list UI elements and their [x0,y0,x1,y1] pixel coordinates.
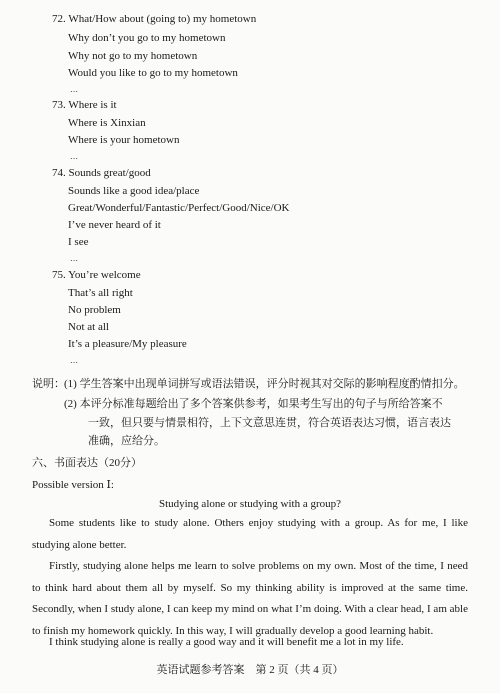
q74-answer-1: Sounds great/good [68,167,151,179]
q75-answer-1: You’re welcome [68,269,141,281]
q74-answer-2: Sounds like a good idea/place [68,185,200,197]
q75-number: 75. [52,269,66,281]
q74-ellipsis: … [70,254,79,263]
q72-answer-1: What/How about (going to) my hometown [68,13,257,25]
q74-answer-4: I’ve never heard of it [68,219,161,231]
note-2-line-3: 准确，应给分。 [88,435,165,447]
q73-line-1 [52,98,117,112]
q72-answer-4: Would you like to go to my hometown [68,67,238,79]
q75-answer-4: Not at all [68,321,109,333]
q74-answer-3: Great/Wonderful/Fantastic/Perfect/Good/Nice/OK [68,202,290,214]
page-footer: 英语试题参考答案 第 2 页（共 4 页） [156,664,344,676]
q73-answer-2: Where is Xinxian [68,117,146,129]
q72-line-1 [52,12,256,26]
q72-ellipsis: … [70,85,79,94]
q74-line-1 [52,166,151,180]
q75-answer-2: That’s all right [68,287,133,299]
version-label: Possible version Ⅰ: [32,479,114,491]
q75-line-1 [52,268,141,282]
q73-number: 73. [52,99,66,111]
q73-answer-1: Where is it [68,99,117,111]
q75-answer-5: It’s a pleasure/My pleasure [68,338,187,350]
q73-ellipsis: … [70,152,79,161]
q74-answer-5: I see [68,236,89,248]
note-2-line-1: (2) 本评分标准每题给出了多个答案供参考，如果考生写出的句子与所给答案不 [64,398,443,410]
essay-paragraph-1: Some students like to study alone. Others enjoy studying with a group. As for me, I like studying alone better. [32,517,468,551]
note-2-line-2: 一致，但只要与情景相符，上下文意思连贯，符合英语表达习惯，语言表达 [88,417,451,429]
notes-prefix: 说明： [32,378,65,390]
q75-ellipsis: … [70,356,79,365]
q75-answer-3: No problem [68,304,121,316]
essay-title: Studying alone or studying with a group? [158,498,342,510]
note-1: (1) 学生答案中出现单词拼写或语法错误，评分时视其对交际的影响程度酌情扣分。 [64,378,465,390]
q72-answer-3: Why not go to my hometown [68,50,198,62]
essay-paragraph-3: I think studying alone is really a good way and it will benefit me a lot in my life. [49,636,404,648]
q72-number: 72. [52,13,66,25]
section-heading: 六、书面表达（20分） [32,457,142,469]
q72-answer-2: Why don’t you go to my hometown [68,32,226,44]
q74-number: 74. [52,167,66,179]
q73-answer-3: Where is your hometown [68,134,180,146]
essay-paragraph-2: Firstly, studying alone helps me learn to solve problems on my own. Most of the time, I need to think hard about them all by myself. So my thinking ability is improved at the same time. Secondly, when I study alone, I can keep my mind on what I’m doing. With a clear head, I am able to finish my homework quickly. In this way, I will gradually develop a good learning habit. [32,560,468,637]
